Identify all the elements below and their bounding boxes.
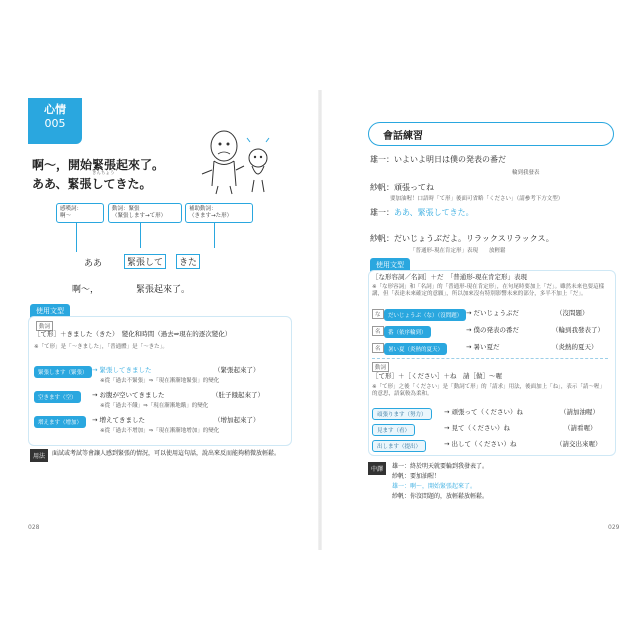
p1-ex2-tag: 名 [372, 326, 384, 336]
p2-ex3-zh: （請交出來喔） [556, 440, 602, 448]
dialogue-4-speaker: 紗帆： [370, 234, 394, 243]
p2-ex2-zh: （請看喔） [564, 424, 597, 432]
dialogue-line-1 [370, 155, 506, 164]
nervous-character-illustration [196, 128, 286, 198]
pattern1-formula: ［な形容詞／名詞］＋だ 「普通形-現在肯定形」表現 [372, 273, 527, 281]
dialogue-4-gloss: 「普通形-現在肯定形」表現 放輕鬆 [410, 248, 506, 254]
aux-verb-label-box: 補助動詞： （きます→た形） [185, 203, 253, 223]
p2-ex1-zh: （請加油喔） [560, 408, 599, 416]
example3-note: ※從「過去不增加」⇒「現在漸漸地增加」的變化 [100, 428, 220, 434]
dialogue-3-speaker: 雄一： [370, 208, 394, 217]
dialogue-2-speaker: 紗帆： [370, 183, 394, 192]
p2-ex3-pill: 出します（提出） [372, 440, 426, 452]
breakdown-zh-rest: 緊張起來了。 [136, 285, 191, 295]
pattern1-note: ※「な形容詞」和「名詞」的「普通形-現在肯定形」，在句尾時要加上「だ」。雖然未來也要這樣講，但「表達未來確定的意願」，所以加來沒有特別影響未來的部分，多半不加上「だ」。 [372, 284, 605, 297]
example3-ja: → 増えてきました [92, 416, 146, 424]
pattern2-note: ※「て形」之後「ください」是「動詞て形」的「請求」用法，後面加上「ね」，表示「請～喔」的意思，語氣較為柔和。 [372, 384, 605, 397]
p1-ex3-ja: → 暑い夏だ [466, 343, 500, 351]
dialogue-3-text: ああ、緊張してきた。 [394, 208, 474, 217]
example1-zh: （緊張起來了） [214, 366, 260, 374]
p1-ex3-tag: 名 [372, 343, 384, 353]
p2-verb-tag: 動詞 [372, 362, 389, 372]
dialogue-1-gloss: 輪到我發表 [512, 170, 540, 176]
example2-ja: → お腹が空いてきました [92, 391, 165, 399]
p2-ex3-ja: → 出して（ください）ね [444, 440, 517, 448]
p1-ex1-zh: （沒問題） [556, 309, 589, 317]
example1-pill: 緊張します（緊張） [34, 366, 92, 378]
dialogue-1-speaker: 雄一： [370, 155, 394, 164]
example1-ja: → 緊張してきました [92, 366, 152, 374]
p2-ex1-ja: → 頑張って（ください）ね [444, 408, 524, 416]
p1-ex2-ja: → 僕の発表の番だ [466, 326, 520, 334]
title-chinese: 啊～，開始緊張起來了。 [32, 158, 165, 172]
p2-ex2-pill: 見ます（看） [372, 424, 415, 436]
pattern-note: ※「て形」是「～きました」，「普通體」是「～きた」。 [34, 344, 168, 350]
verb-label-box: 動詞：緊張 （緊張します→て形） [108, 203, 182, 223]
dialogue-line-2 [370, 183, 434, 192]
example2-pill: 空きます（空） [34, 391, 81, 403]
conversation-header-box [368, 122, 614, 146]
example3-pill: 増えます（增加） [34, 416, 86, 428]
p1-ex3-zh: （炎熱的夏天） [552, 343, 598, 351]
p1-ex2-pill: 番（依序輪到） [384, 326, 431, 338]
translation-line-4: 紗帆：你沒問題的，放輕鬆放輕鬆。 [392, 493, 489, 500]
pattern2-formula: ［て形］＋［ください］＋ね 請［做］～喔 [372, 372, 502, 380]
example2-note: ※從「過去不餓」⇒「現在漸漸地餓」的變化 [100, 403, 209, 409]
p1-ex1-tag: な [372, 309, 384, 319]
title-japanese: ああ、緊張してきた。 [32, 177, 152, 191]
usage-tag: 用法 [30, 449, 48, 462]
dialogue-2-text: 頑張ってね [394, 183, 434, 192]
breakdown-ja-exclaim: ああ [84, 259, 103, 269]
dialogue-1-text: いよいよ明日は僕の発表の番だ [394, 155, 506, 164]
right-pattern-section-tab: 使用文型 [370, 258, 410, 272]
page-number-left: 028 [28, 524, 40, 531]
p1-ex1-ja: → だいじょうぶだ [466, 309, 520, 317]
exclamation-label-box: 感嘆詞： 啊～ [56, 203, 104, 223]
p1-ex2-zh: （輪到我發表了） [552, 326, 604, 334]
page-number-right: 029 [608, 524, 620, 531]
lesson-tab-label: 心情 [44, 103, 66, 116]
pattern-section-tab: 使用文型 [30, 304, 70, 318]
usage-text: 面試或考試等會讓人感到緊張的情況，可以使用這句話，說出來反而能夠稍微放輕鬆。 [52, 450, 281, 457]
example3-zh: （增加起來了） [214, 416, 260, 424]
p2-ex2-ja: → 見て（ください）ね [444, 424, 511, 432]
breakdown-zh-exclaim: 啊～， [72, 285, 100, 295]
conversation-header: 會話練習 [383, 131, 423, 142]
p1-ex3-pill: 暑い夏（炎熱的夏天） [384, 343, 447, 355]
translation-line-1: 雄一：終於明天就要輪到我發表了。 [392, 463, 489, 470]
p1-ex1-pill: だいじょうぶ（な）（沒問題） [384, 309, 466, 321]
example1-note: ※從「過去不緊張」⇒「現在漸漸地緊張」的變化 [100, 378, 220, 384]
pattern-divider [372, 358, 608, 359]
breakdown-ja-verb: 緊張して [124, 254, 166, 269]
lesson-tab-number: 005 [44, 117, 66, 130]
translation-line-2: 紗帆：要加油喔！ [392, 473, 441, 480]
example2-zh: （肚子餓起來了） [212, 391, 264, 399]
right-page [320, 0, 640, 640]
dialogue-line-4 [370, 234, 554, 243]
pattern-formula: ［て形］＋きました（きた） 變化和時間（過去⇒現在的逐次變化） [34, 330, 232, 338]
dialogue-line-3 [370, 208, 474, 217]
verb-tag: 動詞 [36, 321, 53, 331]
dialogue-4-text: だいじょうぶだよ。リラックスリラックス。 [394, 234, 554, 243]
title-ruby: きんちょう [92, 171, 115, 176]
p2-ex1-pill: 頑張ります（努力） [372, 408, 432, 420]
breakdown-ja-aux: きた [176, 254, 200, 269]
lesson-tab [28, 98, 82, 144]
translation-tag: 中譯 [368, 462, 386, 475]
translation-line-3: 雄一：啊～，開始緊張起來了。 [392, 483, 477, 490]
dialogue-2-note: 要加油喔！口語時「て形」後面可省略「ください」（請參考下方文型） [390, 196, 564, 202]
